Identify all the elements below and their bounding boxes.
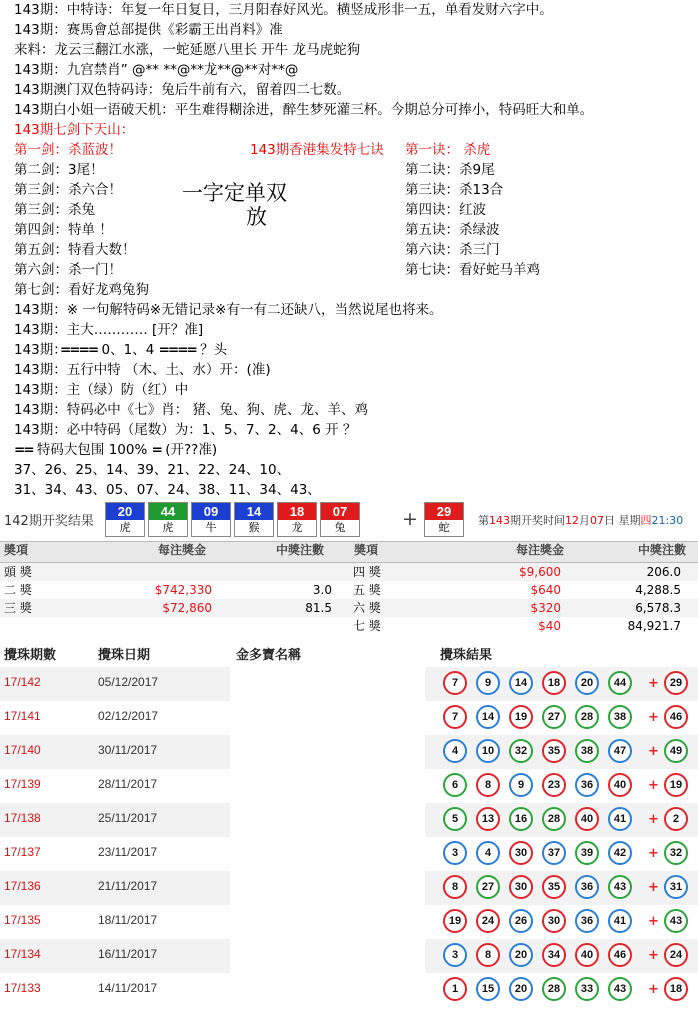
draw-date: 21/11/2017 (98, 879, 158, 893)
draw-mid: 期开奖时间 (510, 514, 565, 527)
history-ball: 8 (443, 875, 467, 899)
history-row (0, 667, 698, 701)
jackpot-name-cell (230, 769, 425, 803)
jackpot-name-cell (230, 871, 425, 905)
draw-day: 07 (590, 514, 604, 527)
big-odd-even-text: 一字定单双 (182, 181, 287, 205)
jackpot-name-cell (230, 667, 425, 701)
history-ball: 41 (608, 909, 632, 933)
prize-amount: $640 (530, 583, 561, 597)
hk-first-rule: 第一诀： 杀虎 (405, 142, 491, 158)
prize-header-amount-right: 每注獎金 (516, 543, 565, 557)
history-special-ball: 29 (664, 671, 688, 695)
tail-suffix: ？头 (200, 342, 228, 358)
ball-zodiac: 猴 (235, 520, 273, 536)
history-ball: 26 (509, 909, 533, 933)
history-header-result: 攪珠結果 (440, 648, 493, 663)
history-row (0, 939, 698, 973)
history-special-ball: 49 (664, 739, 688, 763)
history-ball: 43 (608, 875, 632, 899)
tips-line: 143期：九宫禁肖” @** **@**龙**@**对**@ (14, 62, 299, 78)
prize-item: 三 獎 (4, 601, 32, 615)
prize-amount: $40 (538, 619, 561, 633)
history-ball: 6 (443, 773, 467, 797)
hk-rule-line: 第四诀：红波 (405, 202, 486, 218)
history-ball: 4 (443, 739, 467, 763)
history-special-ball: 31 (664, 875, 688, 899)
ball-number: 44 (149, 503, 187, 520)
prize-amount: $320 (530, 601, 561, 615)
jackpot-name-cell (230, 905, 425, 939)
jackpot-name-cell (230, 803, 425, 837)
draw-time: 21:30 (651, 514, 684, 527)
draw-date: 30/11/2017 (98, 743, 158, 757)
tail-digit-line (60, 340, 227, 360)
tips-line: 143期：必中特码（尾数）为：1、5、7、2、4、6 开 ？ (14, 422, 357, 438)
history-special-ball: 43 (664, 909, 688, 933)
prize-header-amount-left: 每注獎金 (158, 543, 207, 557)
prize-item: 二 獎 (4, 583, 32, 597)
jackpot-name-cell (230, 837, 425, 871)
result-ball (277, 502, 317, 537)
prize-winners: 81.5 (305, 601, 332, 615)
history-ball: 28 (542, 807, 566, 831)
ball-zodiac: 龙 (278, 520, 316, 536)
draw-period-link[interactable]: 17/139 (4, 777, 41, 791)
tips-line: 第三剑：杀兔 (14, 202, 95, 218)
history-ball: 20 (575, 671, 599, 695)
history-row (0, 871, 698, 905)
tips-line: 143期七剑下天山： (14, 122, 135, 138)
prize-table-header (0, 541, 698, 563)
history-row (0, 837, 698, 871)
draw-date: 23/11/2017 (98, 845, 158, 859)
history-row (0, 905, 698, 939)
history-special-ball: 46 (664, 705, 688, 729)
tips-line: 143期：主大………… [开？准] (14, 322, 204, 338)
draw-period-link[interactable]: 17/137 (4, 845, 41, 859)
draw-date: 14/11/2017 (98, 981, 158, 995)
history-ball: 7 (443, 705, 467, 729)
prize-item: 五 獎 (353, 583, 381, 597)
tips-line: 143期澳门双色特码诗：兔后牛前有六，留着四二七数。 (14, 82, 351, 98)
bold-marks-left: ==== (60, 342, 98, 358)
bold-marks-right: ==== (158, 342, 196, 358)
special-ball (424, 502, 464, 537)
history-ball: 30 (542, 909, 566, 933)
history-ball: 15 (476, 977, 500, 1001)
history-ball: 32 (509, 739, 533, 763)
tips-line: 143期：赛馬會总部提供《彩霸王出肖料》准 (14, 22, 283, 38)
tail-digits: 0、1、4 (101, 342, 155, 358)
encircle-line (14, 440, 217, 460)
prize-amount: $72,860 (162, 601, 212, 615)
history-ball: 35 (542, 875, 566, 899)
history-ball: 38 (575, 739, 599, 763)
history-ball: 18 (542, 671, 566, 695)
draw-period-link[interactable]: 17/134 (4, 947, 41, 961)
tips-line: 第七剑：看好龙鸡兔狗 (14, 282, 149, 298)
history-header (0, 640, 698, 666)
result-ball (320, 502, 360, 537)
ball-zodiac: 兔 (321, 520, 359, 536)
prize-winners: 206.0 (646, 565, 681, 579)
tips-line: 第四剑：特单 ！ (14, 222, 113, 238)
prize-header-item-left: 奬項 (4, 543, 29, 557)
tips-line: 143期：五行中特 （木、土、水）开：(准) (14, 362, 271, 378)
history-plus: + (648, 948, 659, 963)
history-row (0, 701, 698, 735)
history-row (0, 973, 698, 1007)
jackpot-name-cell (230, 735, 425, 769)
draw-weekday: 四 (640, 514, 652, 527)
history-ball: 34 (542, 943, 566, 967)
history-row (0, 735, 698, 769)
result-ball (148, 502, 188, 537)
history-ball: 10 (476, 739, 500, 763)
history-ball: 36 (575, 909, 599, 933)
history-header-jackpot: 金多寶名稱 (236, 648, 302, 663)
history-ball: 14 (509, 671, 533, 695)
history-header-date: 攪珠日期 (98, 648, 151, 663)
draw-period-link[interactable]: 17/135 (4, 913, 41, 927)
tips-line: 第三剑：杀六合！ (14, 182, 122, 198)
tips-line: 37、26、25、14、39、21、22、24、10、 (14, 462, 291, 478)
ball-zodiac: 虎 (149, 520, 187, 536)
ball-zodiac: 蛇 (425, 520, 463, 536)
result-ball (191, 502, 231, 537)
history-ball: 30 (509, 875, 533, 899)
history-ball: 1 (443, 977, 467, 1001)
history-plus: + (648, 778, 659, 793)
tips-line: 143期：中特诗：年复一年日复日，三月阳春好风光。横竖成形非一五，单看发财六字中。 (14, 2, 553, 18)
history-ball: 20 (509, 943, 533, 967)
bold-marks-right: = (151, 442, 161, 458)
prize-item: 四 獎 (353, 565, 381, 579)
history-ball: 27 (542, 705, 566, 729)
history-row (0, 803, 698, 837)
history-row (0, 769, 698, 803)
history-special-ball: 24 (664, 943, 688, 967)
tips-line: 143期：特码必中《七》肖： 猪、兔、狗、虎、龙、羊、鸡 (14, 402, 369, 418)
draw-issue: 143 (489, 514, 510, 527)
draw-period-link[interactable]: 17/133 (4, 981, 41, 995)
history-ball: 14 (476, 705, 500, 729)
tips-line: 第二剑：3尾！ (14, 162, 104, 178)
tips-line: 31、34、43、05、07、24、38、11、34、43、 (14, 482, 321, 498)
history-plus: + (648, 846, 659, 861)
draw-prefix: 第 (478, 514, 489, 527)
history-ball: 43 (608, 977, 632, 1001)
hk-rule-line: 第三诀：杀13合 (405, 182, 504, 198)
history-ball: 47 (608, 739, 632, 763)
jackpot-name-cell (230, 701, 425, 735)
tips-line: 第六剑：杀一门！ (14, 262, 122, 278)
bold-marks-left: == (14, 442, 33, 458)
history-ball: 39 (575, 841, 599, 865)
draw-period-link[interactable]: 17/138 (4, 811, 41, 825)
history-ball: 20 (509, 977, 533, 1001)
prize-amount: $9,600 (519, 565, 561, 579)
history-ball: 4 (476, 841, 500, 865)
history-ball: 13 (476, 807, 500, 831)
history-ball: 36 (575, 875, 599, 899)
jackpot-name-cell (230, 939, 425, 973)
ball-number: 18 (278, 503, 316, 520)
draw-date: 02/12/2017 (98, 709, 159, 723)
hk-title: 143期香港集发特七诀 (250, 142, 384, 158)
encircle-suffix: (开??准) (165, 442, 218, 458)
history-special-ball: 19 (664, 773, 688, 797)
history-ball: 30 (509, 841, 533, 865)
draw-date: 28/11/2017 (98, 777, 158, 791)
history-ball: 46 (608, 943, 632, 967)
prize-winners: 4,288.5 (635, 583, 681, 597)
draw-period-link[interactable]: 17/141 (4, 709, 41, 723)
prize-winners: 84,921.7 (627, 619, 681, 633)
history-ball: 7 (443, 671, 467, 695)
tips-line: 143期白小姐一语破天机：平生难得糊涂进，醉生梦死灌三杯。今期总分可捧小，特码旺大和单。 (14, 102, 594, 118)
history-ball: 19 (509, 705, 533, 729)
prize-winners: 3.0 (312, 583, 332, 597)
draw-period-link[interactable]: 17/142 (4, 675, 41, 689)
next-draw-info (478, 512, 683, 528)
history-ball: 41 (608, 807, 632, 831)
history-ball: 33 (575, 977, 599, 1001)
big-release-text: 放 (246, 205, 267, 229)
result-label: 142期开奖结果 (4, 514, 94, 529)
tips-line: 第一剑：杀蓝波！ (14, 142, 122, 158)
history-ball: 23 (542, 773, 566, 797)
prize-winners: 6,578.3 (635, 601, 681, 615)
encircle-title: 特码大包围 100% (36, 442, 148, 458)
history-ball: 3 (443, 943, 467, 967)
prize-row-bg (0, 563, 349, 581)
ball-number: 29 (425, 503, 463, 520)
history-ball: 19 (443, 909, 467, 933)
history-ball: 27 (476, 875, 500, 899)
history-ball: 40 (575, 807, 599, 831)
ball-zodiac: 牛 (192, 520, 230, 536)
history-ball: 5 (443, 807, 467, 831)
ball-zodiac: 虎 (106, 520, 144, 536)
history-ball: 24 (476, 909, 500, 933)
ball-number: 20 (106, 503, 144, 520)
draw-period-link[interactable]: 17/136 (4, 879, 41, 893)
history-plus: + (648, 710, 659, 725)
hk-rule-line: 第六诀：杀三门 (405, 242, 500, 258)
history-ball: 9 (476, 671, 500, 695)
history-ball: 35 (542, 739, 566, 763)
result-ball (234, 502, 274, 537)
prize-header-winners-left: 中獎注數 (276, 543, 325, 557)
draw-date: 16/11/2017 (98, 947, 158, 961)
history-plus: + (648, 982, 659, 997)
draw-period-link[interactable]: 17/140 (4, 743, 41, 757)
history-plus: + (648, 880, 659, 895)
history-special-ball: 2 (664, 807, 688, 831)
history-header-period: 攪珠期數 (4, 648, 57, 663)
history-plus: + (648, 812, 659, 827)
ball-number: 14 (235, 503, 273, 520)
ball-number: 07 (321, 503, 359, 520)
history-ball: 38 (608, 705, 632, 729)
history-ball: 28 (542, 977, 566, 1001)
history-ball: 44 (608, 671, 632, 695)
history-ball: 42 (608, 841, 632, 865)
prize-item: 六 獎 (353, 601, 381, 615)
draw-date: 18/11/2017 (98, 913, 158, 927)
draw-day-unit: 日 星期 (604, 514, 641, 527)
tips-line: 来料：龙云三翻江水涨，一蛇延愿八里长 开牛 龙马虎蛇狗 (14, 42, 361, 58)
tips-line: 第五剑：特看大数！ (14, 242, 136, 258)
history-plus: + (648, 744, 659, 759)
tips-line: 143期：主（绿）防（红）中 (14, 382, 189, 398)
draw-month: 12 (565, 514, 579, 527)
jackpot-name-cell (230, 973, 425, 1007)
history-ball: 28 (575, 705, 599, 729)
prize-header-winners-right: 中獎注數 (638, 543, 687, 557)
prize-amount: $742,330 (154, 583, 212, 597)
draw-date: 25/11/2017 (98, 811, 158, 825)
hk-rule-line: 第七诀：看好蛇马羊鸡 (405, 262, 540, 278)
history-plus: + (648, 676, 659, 691)
tips-line: 143期： (14, 342, 67, 358)
tips-line: 143期：※ 一句解特码※无错记录※有一有二还缺八，当然说尾也将来。 (14, 302, 443, 318)
history-ball: 40 (575, 943, 599, 967)
history-ball: 3 (443, 841, 467, 865)
history-ball: 37 (542, 841, 566, 865)
hk-rule-line: 第五诀：杀绿波 (405, 222, 500, 238)
plus-sign: + (402, 508, 418, 530)
history-ball: 16 (509, 807, 533, 831)
history-ball: 36 (575, 773, 599, 797)
hk-rule-line: 第二诀：杀9尾 (405, 162, 495, 178)
prize-item: 七 獎 (353, 619, 381, 633)
prize-header-item-right: 奬項 (354, 543, 379, 557)
history-ball: 8 (476, 773, 500, 797)
draw-date: 05/12/2017 (98, 675, 159, 689)
history-special-ball: 32 (664, 841, 688, 865)
history-ball: 8 (476, 943, 500, 967)
ball-number: 09 (192, 503, 230, 520)
history-ball: 40 (608, 773, 632, 797)
draw-month-unit: 月 (579, 514, 590, 527)
history-special-ball: 18 (664, 977, 688, 1001)
history-plus: + (648, 914, 659, 929)
prize-item: 頭 獎 (4, 565, 32, 579)
result-ball (105, 502, 145, 537)
history-ball: 9 (509, 773, 533, 797)
